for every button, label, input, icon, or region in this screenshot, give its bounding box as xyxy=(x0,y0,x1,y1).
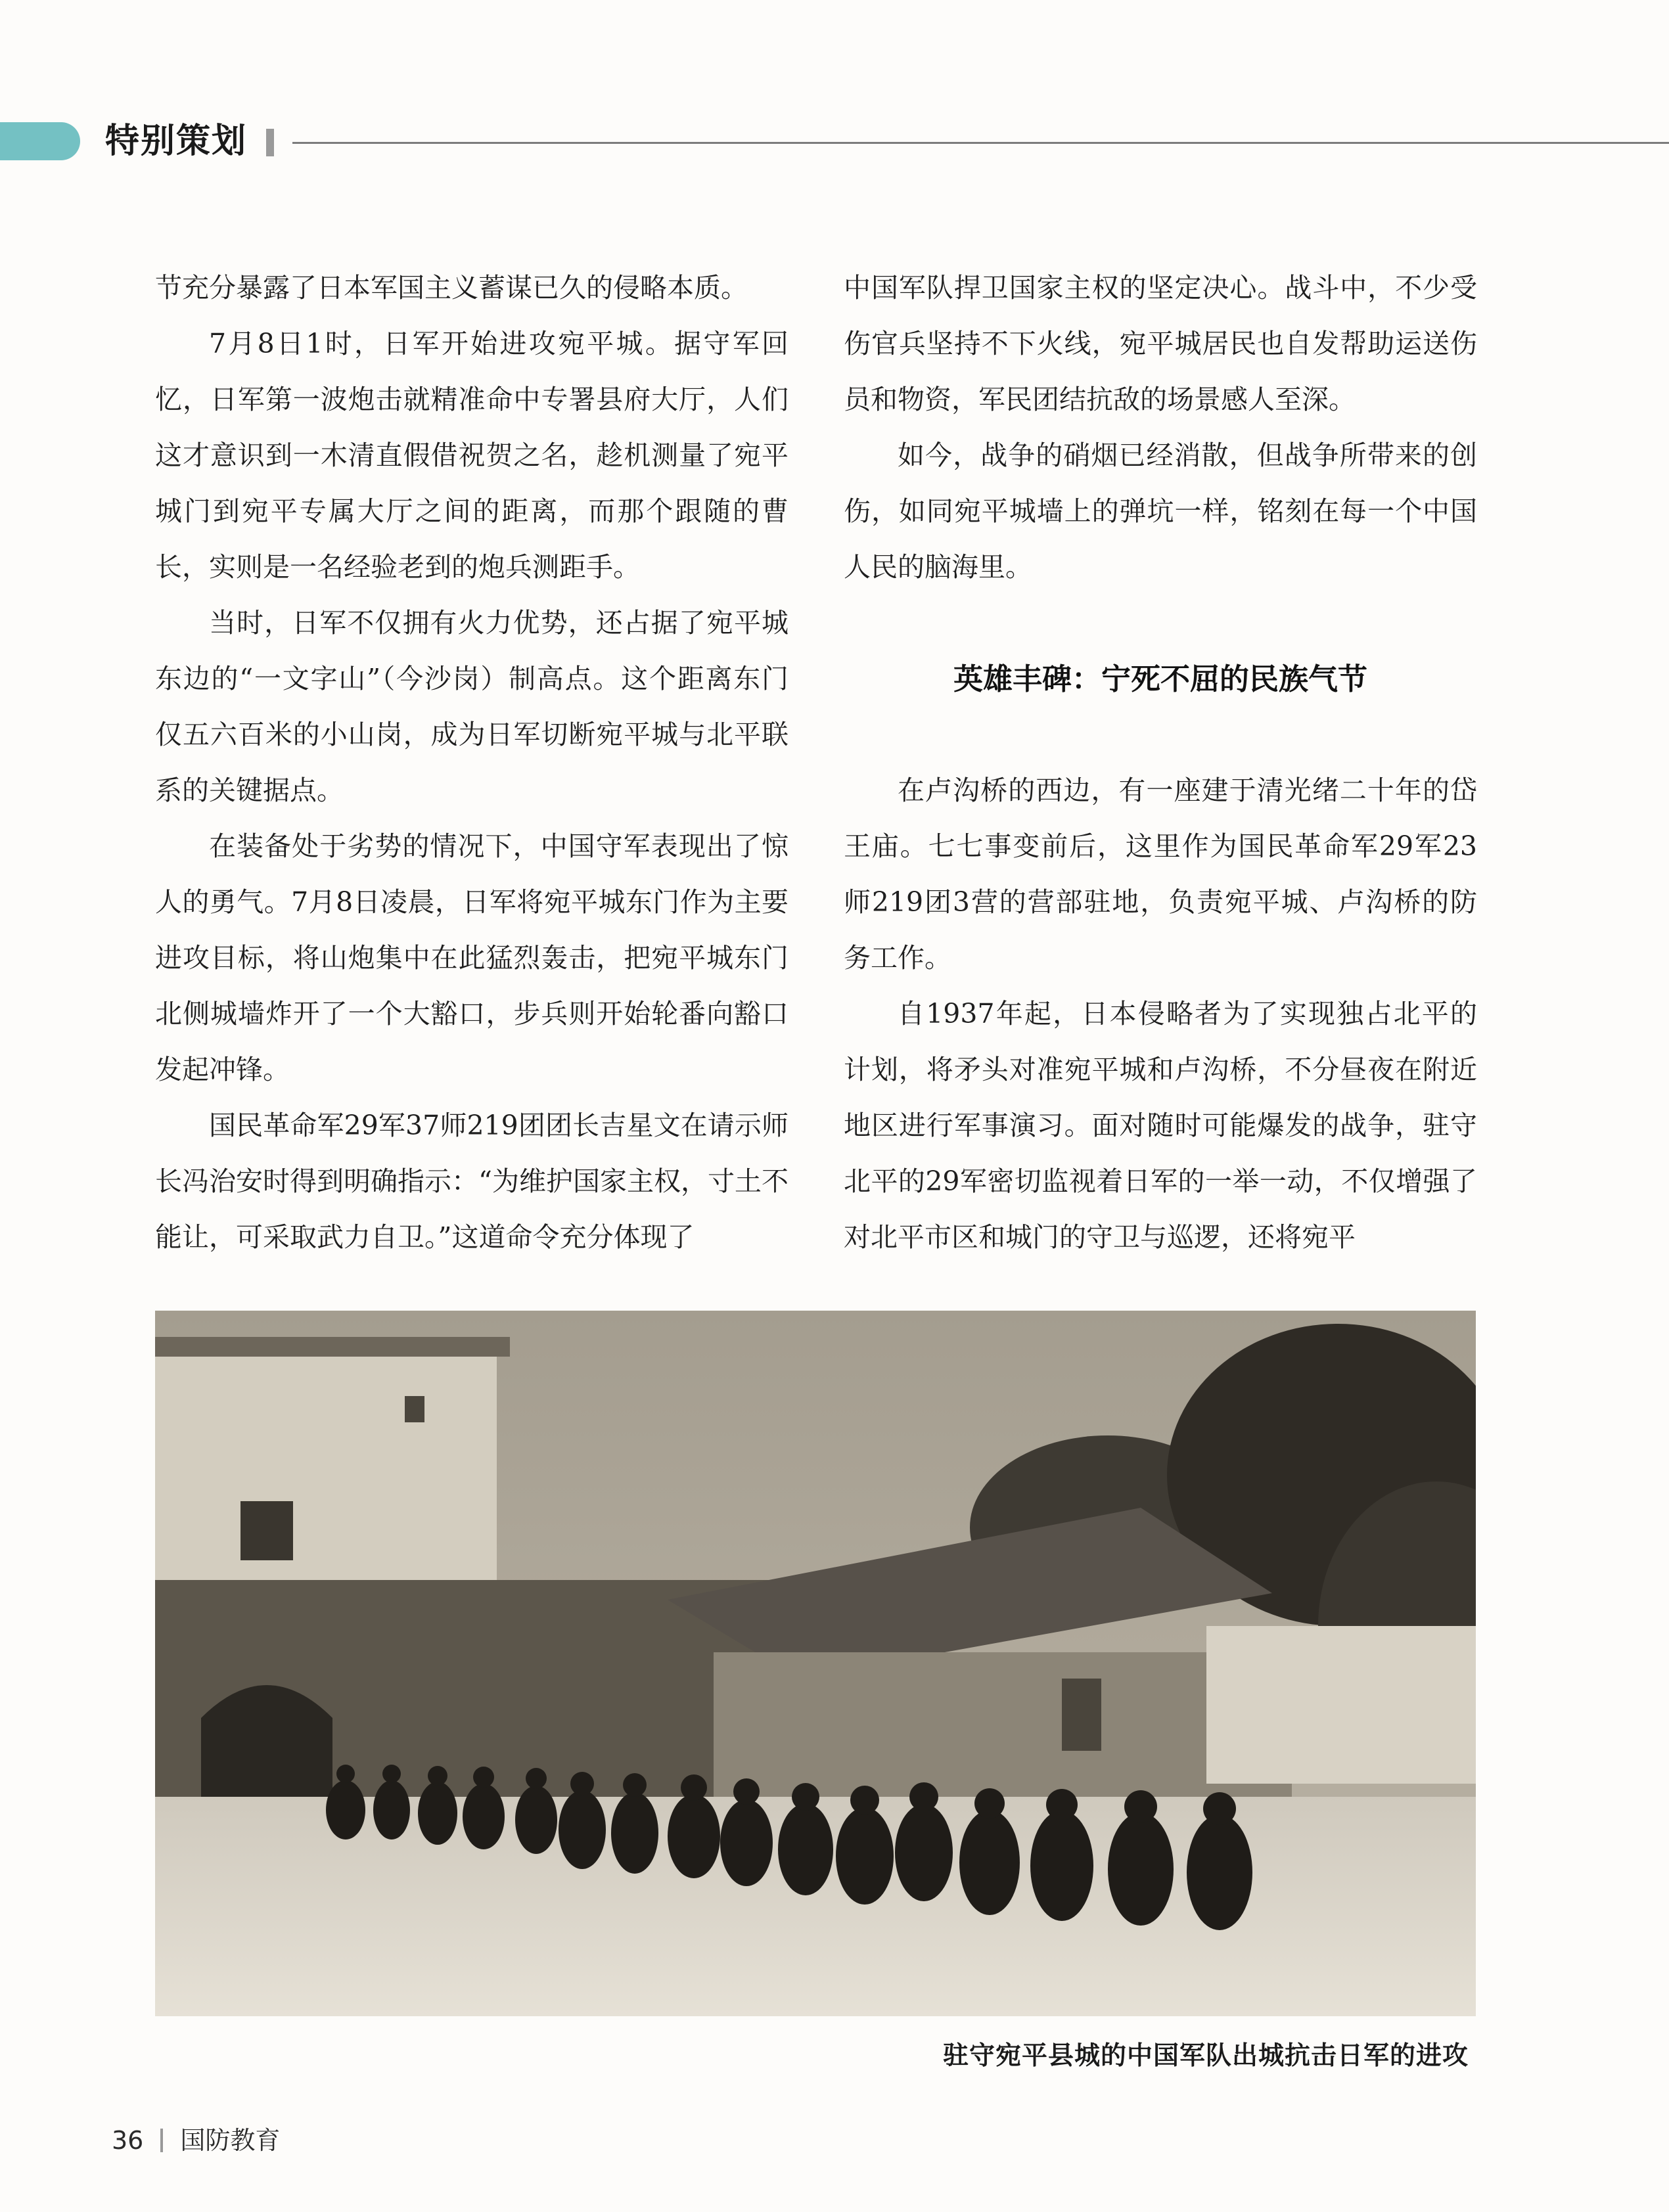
footer-separator xyxy=(160,2129,163,2152)
historical-photo xyxy=(155,1311,1476,2016)
body-paragraph: 国民革命军29军37师219团团长吉星文在请示师长冯治安时得到明确指示：“为维护国家主权，寸土不能让，可采取武力自卫。”这道命令充分体现了 xyxy=(155,1110,789,1253)
page-number: 36 xyxy=(112,2126,144,2155)
photo-caption: 驻守宛平县城的中国军队出城抗击日军的进攻 xyxy=(942,2041,1469,2071)
body-paragraph: 当时，日军不仅拥有火力优势，还占据了宛平城东边的“一文字山”（今沙岗）制高点。这个距离东门仅五六百米的小山岗，成为日军切断宛平城与北平联系的关键据点。 xyxy=(155,607,789,806)
photo-illustration xyxy=(155,1311,1476,2016)
body-paragraph: 在装备处于劣势的情况下，中国守军表现出了惊人的勇气。7月8日凌晨，日军将宛平城东门作为主要进攻目标，将山炮集中在此猛烈轰击，把宛平城东门北侧城墙炸开了一个大豁口，步兵则开始轮番向豁口发起冲锋。 xyxy=(155,830,789,1085)
body-paragraph: 中国军队捍卫国家主权的坚定决心。战斗中，不少受伤官兵坚持不下火线，宛平城居民也自发帮助运送伤员和物资，军民团结抗敌的场景感人至深。 xyxy=(844,272,1477,415)
body-paragraph: 7月8日1时，日军开始进攻宛平城。据守军回忆，日军第一波炮击就精准命中专署县府大厅，人们这才意识到一木清直假借祝贺之名，趁机测量了宛平城门到宛平专属大厅之间的距离，而那个跟随的曹长，实则是一名经验老到的炮兵测距手。 xyxy=(155,328,789,583)
body-paragraph: 在卢沟桥的西边，有一座建于清光绪二十年的岱王庙。七七事变前后，这里作为国民革命军29军23师219团3营的营部驻地，负责宛平城、卢沟桥的防务工作。 xyxy=(844,775,1477,974)
right-text-column xyxy=(844,260,1477,1265)
body-paragraph: 如今，战争的硝烟已经消散，但战争所带来的创伤，如同宛平城墙上的弹坑一样，铭刻在每一个中国人民的脑海里。 xyxy=(844,440,1477,583)
section-heading: 英雄丰碑：宁死不屈的民族气节 xyxy=(953,662,1367,696)
header-separator-bar xyxy=(266,129,274,156)
section-title: 特别策划 xyxy=(105,122,248,161)
body-paragraph: 自1937年起，日本侵略者为了实现独占北平的计划，将矛头对准宛平城和卢沟桥，不分昼夜在附近地区进行军事演习。面对随时可能爆发的战争，驻守北平的29军密切监视着日军的一举一动，不仅增强了对北平市区和城门的守卫与巡逻，还将宛平 xyxy=(844,998,1477,1253)
magazine-name: 国防教育 xyxy=(180,2126,281,2155)
section-tab-marker xyxy=(0,122,80,160)
page-footer xyxy=(112,2121,280,2160)
header-rule-line xyxy=(292,142,1669,144)
left-text-column xyxy=(155,260,789,1265)
body-paragraph: 节充分暴露了日本军国主义蓄谋已久的侵略本质。 xyxy=(155,272,748,304)
